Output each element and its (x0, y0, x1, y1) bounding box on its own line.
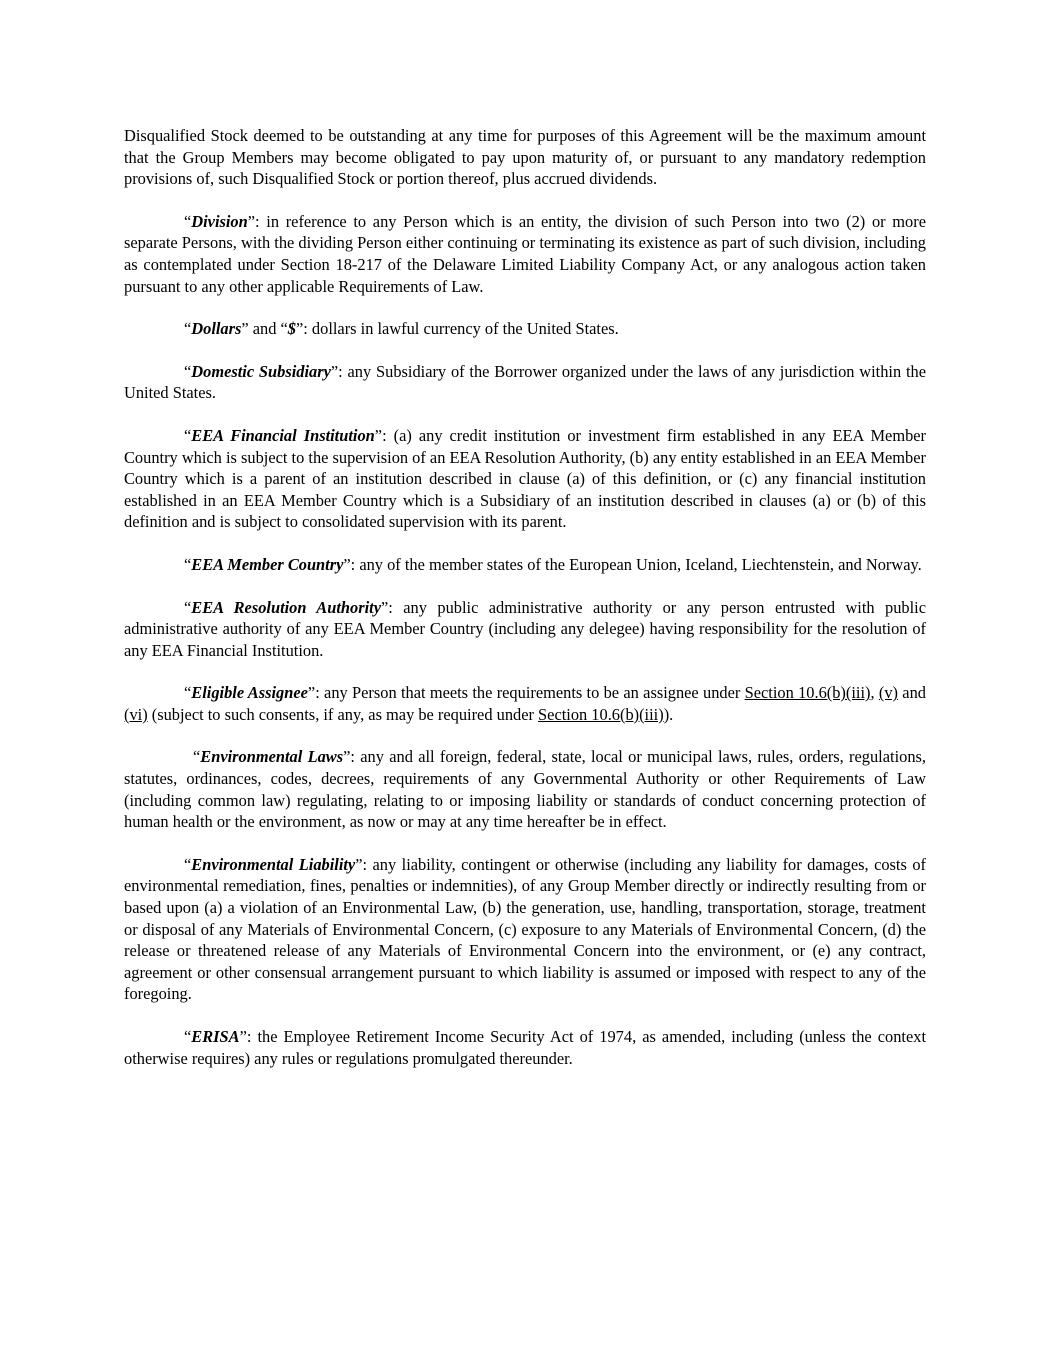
definition-domestic-subsidiary (124, 361, 926, 404)
close-quote: ” (381, 597, 389, 617)
close-quote: ” (296, 319, 304, 339)
definition-eligible-assignee (124, 682, 926, 725)
open-quote: “ (184, 319, 192, 339)
definition-erisa (124, 1026, 926, 1069)
definition-text: , (870, 683, 879, 703)
defined-term: Domestic Subsidiary (191, 361, 331, 381)
definition-eea-financial-institution (124, 425, 926, 533)
definition-text: : in reference to any Person which is an entity, the division of such Person into two (2) or more separate Persons, with the dividing Person either continuing or terminating its existence as part of such division, including as contemplated under Section 18-217 of the Delaware Limited Liability Company Act, or any analogous action taken pursuant to any other applicable Requirements of Law. (124, 211, 926, 296)
defined-term: Dollars (191, 319, 242, 339)
close-quote: ” (343, 747, 351, 767)
section-reference: (v) (878, 683, 898, 703)
definition-text: ). (663, 704, 674, 724)
open-quote: “ (184, 211, 192, 231)
defined-term: EEA Resolution Authority (191, 597, 381, 617)
definition-environmental-liability (124, 854, 926, 1005)
definition-text: : any public administrative authority or any person entrusted with public administrative authority of any EEA Member Country (including any delegee) having responsibility for the resolution of any EEA Financial Institution. (124, 597, 927, 660)
document-page (124, 125, 926, 1090)
definition-text: : any Subsidiary of the Borrower organized under the laws of any jurisdiction within the United States. (124, 361, 926, 403)
open-quote: “ (193, 747, 201, 767)
close-quote: ” (355, 854, 363, 874)
definition-text: and (898, 683, 926, 703)
close-quote: ” (343, 554, 351, 574)
section-reference: Section 10.6(b)(iii) (744, 683, 871, 703)
definition-text: : the Employee Retirement Income Security Act of 1974, as amended, including (unless the context otherwise requires) any rules or regulations promulgated thereunder. (124, 1027, 926, 1068)
definition-text: : any and all foreign, federal, state, local or municipal laws, rules, orders, regulations, statutes, ordinances, codes, decrees, requirements of any Governmental Authority or other Requirements of Law (including common law) regulating, relating to or imposing liability or standards of conduct concerning protection of human health or the environment, as now or may at any time hereafter be in effect. (124, 747, 926, 832)
definition-text: : any Person that meets the requirements to be an assignee under (315, 683, 745, 703)
open-quote: “ (184, 361, 192, 381)
defined-term-symbol: $ (287, 319, 296, 339)
open-quote: “ (184, 425, 192, 445)
close-quote: ” (239, 1027, 247, 1046)
definition-division (124, 211, 926, 297)
open-quote: “ (184, 854, 192, 874)
open-quote: “ (184, 1027, 192, 1046)
paragraph-text: Disqualified Stock deemed to be outstanding at any time for purposes of this Agreement will be the maximum amount that the Group Members may become obligated to pay upon maturity of, or pursuant to any mandatory redemption provisions of, such Disqualified Stock or portion thereof, plus accrued dividends. (124, 126, 926, 189)
paragraph-disqualified-stock-continued (124, 125, 926, 190)
defined-term: Eligible Assignee (191, 683, 308, 703)
close-quote: ” (247, 211, 256, 231)
definition-text: (subject to such consents, if any, as may be required under (147, 704, 539, 724)
definition-dollars (124, 318, 926, 340)
term-connector: ” and “ (241, 319, 288, 339)
open-quote: “ (184, 597, 192, 617)
definition-eea-member-country (124, 554, 926, 576)
definition-text: : (a) any credit institution or investment firm established in any EEA Member Country which is subject to the supervision of an EEA Resolution Authority, (b) any entity established in an EEA Member Country which is a parent of an institution described in clause (a) of this definition, or (c) any financial institution established in an EEA Member Country which is a Subsidiary of an institution described in clauses (a) or (b) of this definition and is subject to consolidated supervision with its parent. (124, 425, 926, 532)
definition-text: : any of the member states of the European Union, Iceland, Liechtenstein, and Norway. (350, 554, 922, 574)
definition-environmental-laws (124, 746, 926, 832)
defined-term: Environmental Liability (191, 854, 356, 874)
open-quote: “ (184, 683, 192, 703)
defined-term: ERISA (191, 1027, 240, 1046)
close-quote: ” (374, 425, 383, 445)
close-quote: ” (307, 683, 316, 703)
defined-term: Environmental Laws (200, 747, 344, 767)
open-quote: “ (184, 554, 192, 574)
defined-term: Division (191, 211, 248, 231)
definition-eea-resolution-authority (124, 597, 926, 662)
definition-text: : any liability, contingent or otherwise (including any liability for damages, costs of environmental remediation, fines, penalties or indemnities), of any Group Member directly or indirectly resulting from or based upon (a) a violation of an Environmental Law, (b) the generation, use, handling, transportation, storage, treatment or disposal of any Materials of Environmental Concern, (c) exposure to any Materials of Environmental Concern, (d) the release or threatened release of any Materials of Environmental Concern into the environment, or (e) any contract, agreement or other consensual arrangement pursuant to which liability is assumed or imposed with respect to any of the foregoing. (124, 854, 926, 1004)
close-quote: ” (330, 361, 339, 381)
section-reference: (vi) (124, 704, 148, 724)
section-reference: Section 10.6(b)(iii) (538, 704, 664, 724)
defined-term: EEA Financial Institution (191, 425, 375, 445)
definition-text: : dollars in lawful currency of the United States. (303, 319, 619, 339)
defined-term: EEA Member Country (191, 554, 344, 574)
